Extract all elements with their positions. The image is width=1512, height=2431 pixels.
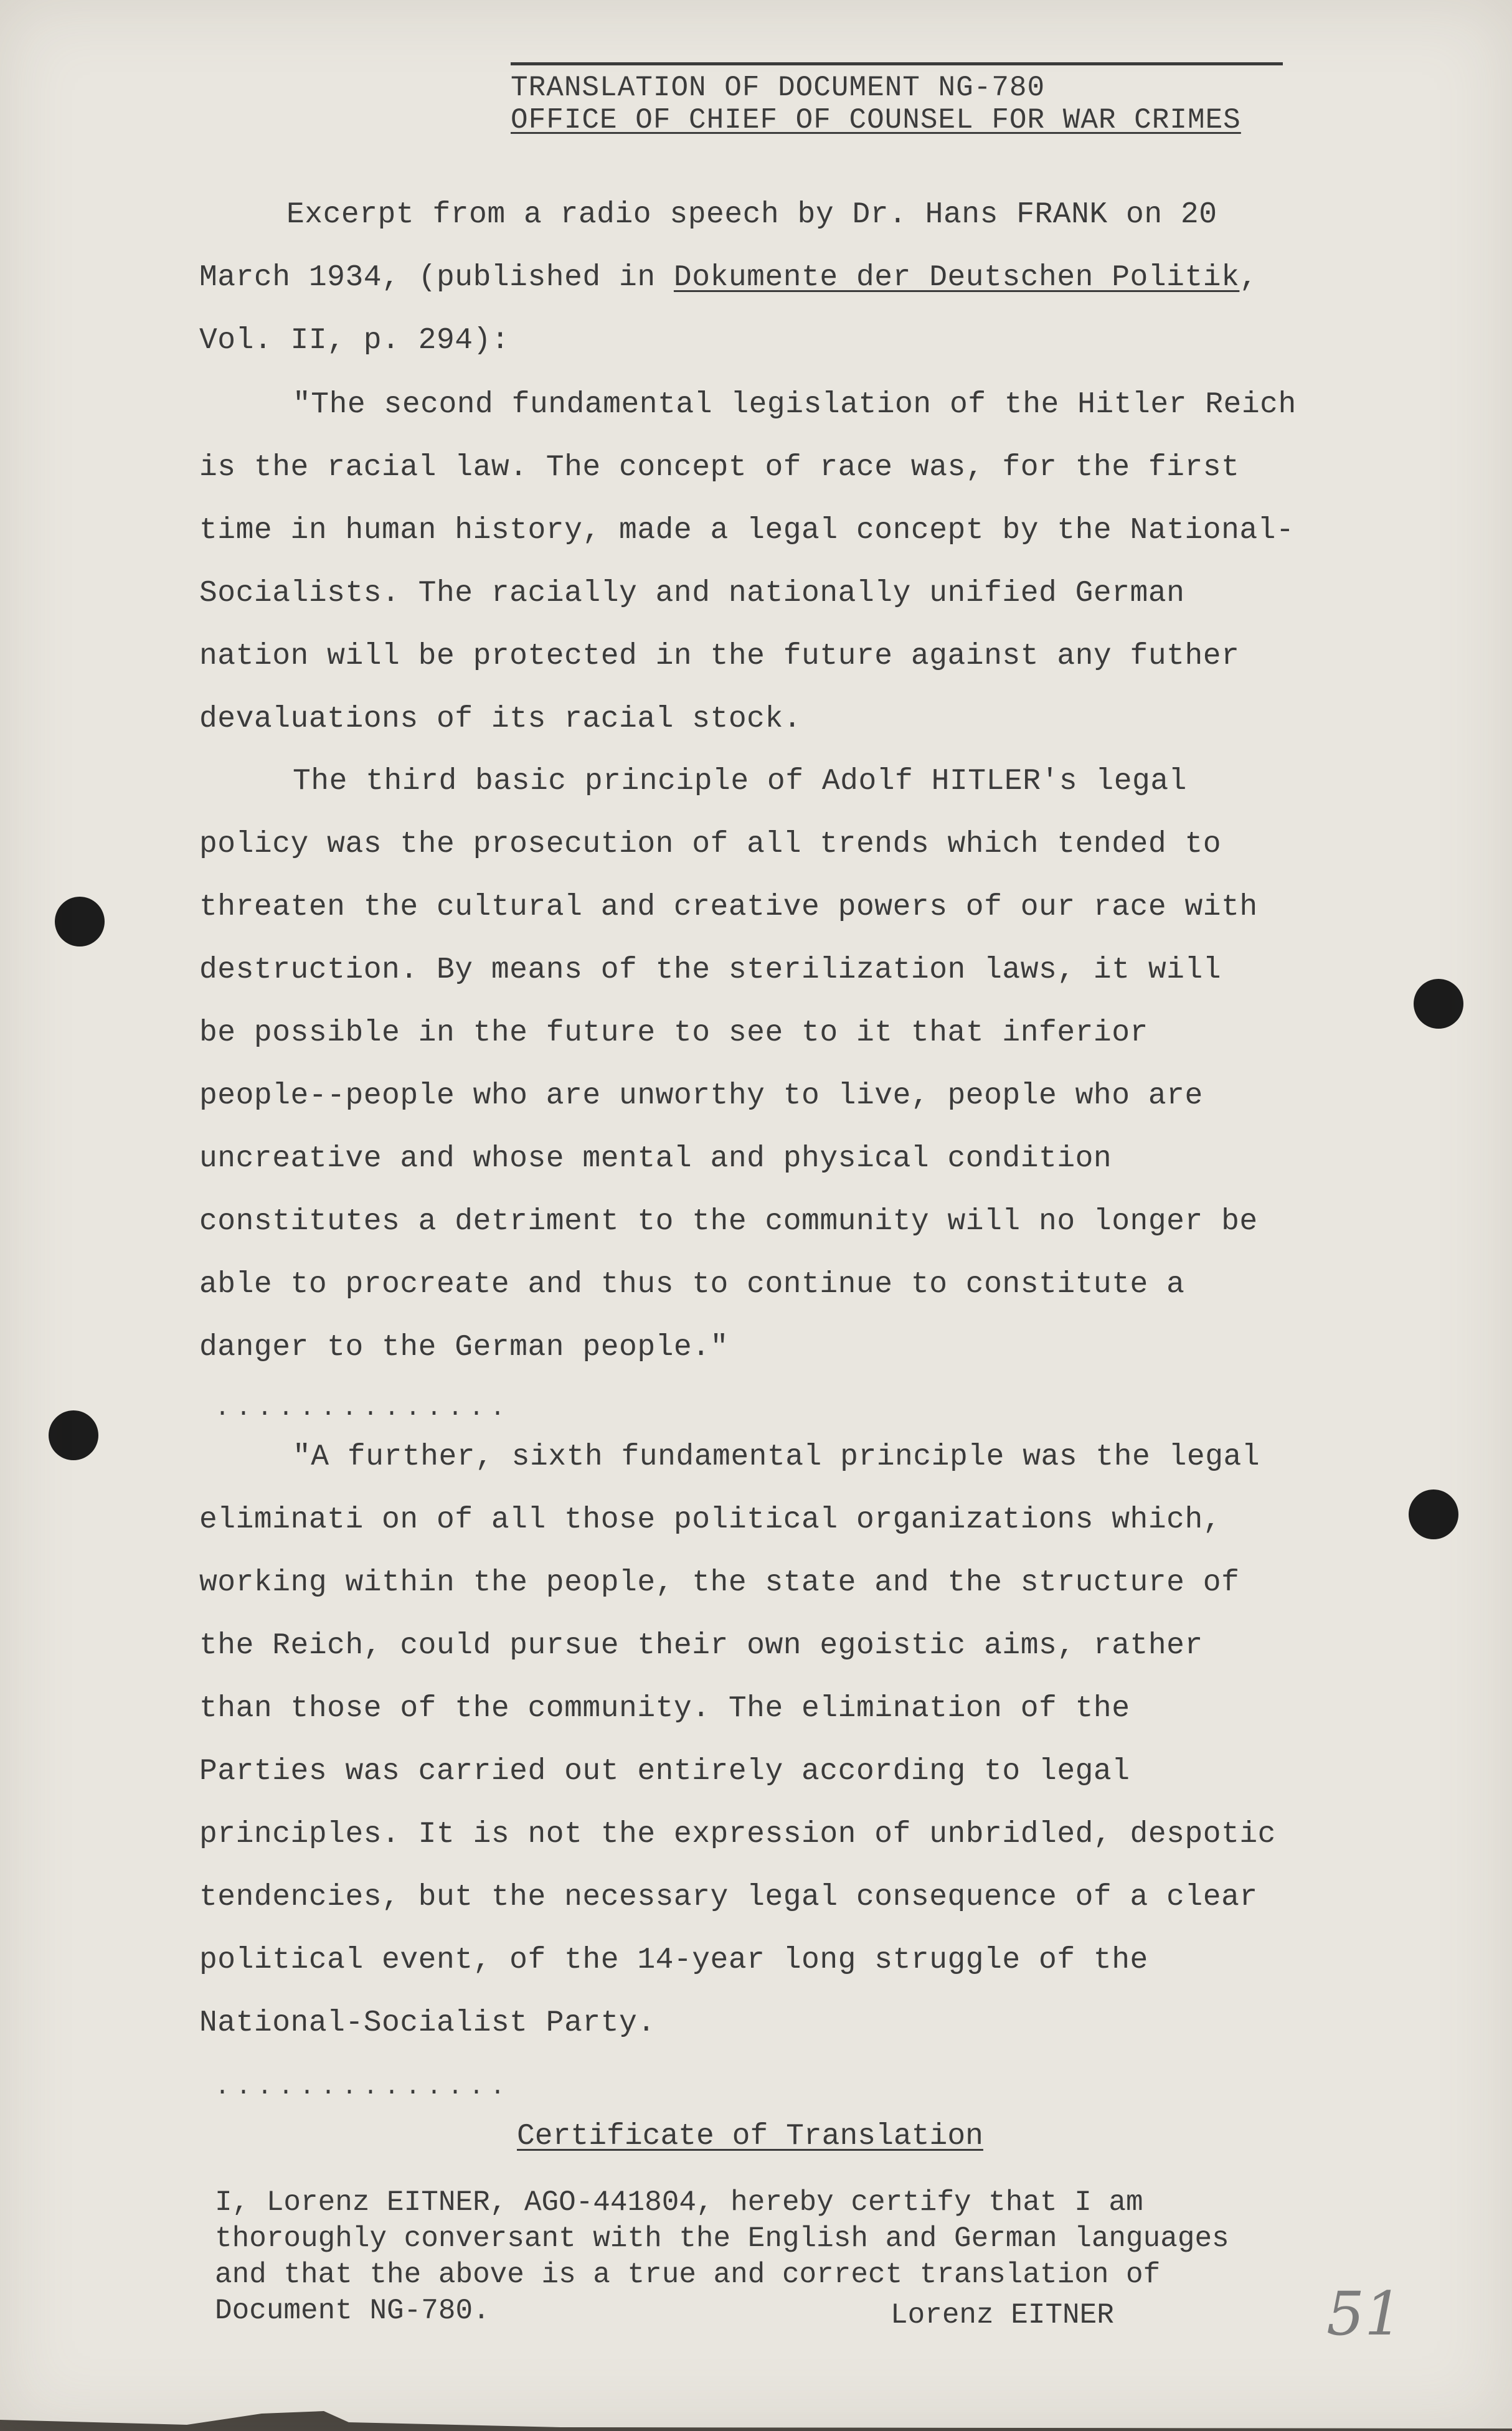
quote-line: people--people who are unworthy to live, people who are (199, 1079, 1203, 1113)
quote-line: working within the people, the state and the structure of (199, 1566, 1240, 1600)
certificate-body (215, 2184, 1336, 2329)
torn-edge-shadow (0, 2406, 1512, 2431)
quote-line: "A further, sixth fundamental principle was the legal (293, 1440, 1260, 1474)
intro-text: , (1239, 261, 1258, 295)
header-title: TRANSLATION OF DOCUMENT NG-780 (511, 72, 1046, 104)
quote-line: is the racial law. The concept of race was, for the first (199, 451, 1240, 484)
quote-line: principles. It is not the expression of unbridled, despotic (199, 1818, 1276, 1851)
intro-paragraph (199, 184, 1333, 372)
publication-title: Dokumente der Deutschen Politik (673, 261, 1240, 295)
handwritten-page-number: 51 (1326, 2279, 1403, 2349)
quote-line: devaluations of its racial stock. (199, 702, 802, 736)
punch-hole (49, 1410, 98, 1460)
quote-line: eliminati on of all those political organizations which, (199, 1503, 1222, 1537)
quote-line: be possible in the future to see to it that inferior (199, 1016, 1148, 1050)
quote-line: threaten the cultural and creative powers of our race with (199, 890, 1258, 924)
certificate-line: Document NG-780. (215, 2295, 490, 2327)
intro-line: Excerpt from a radio speech by Dr. Hans FRANK on 20 (286, 198, 1217, 232)
quote-line: tendencies, but the necessary legal consequence of a clear (199, 1881, 1258, 1914)
quote-line: Parties was carried out entirely according to legal (199, 1755, 1130, 1788)
quote-line: The third basic principle of Adolf HITLER's legal (293, 765, 1187, 798)
punch-hole (1414, 979, 1463, 1029)
quote-line: political event, of the 14-year long struggle of the (199, 1943, 1148, 1977)
certificate-line: I, Lorenz EITNER, AGO-441804, hereby certify that I am (215, 2186, 1143, 2219)
intro-line: Vol. II, p. 294): (199, 324, 510, 357)
quote-line: than those of the community. The elimination of the (199, 1692, 1130, 1725)
header-office: OFFICE OF CHIEF OF COUNSEL FOR WAR CRIMES (511, 104, 1241, 136)
quote-line: National-Socialist Party. (199, 2006, 656, 2040)
quote-line: time in human history, made a legal concept by the National- (199, 514, 1295, 547)
intro-text: March 1934, (published in (199, 261, 674, 295)
quote-line: "The second fundamental legislation of the Hitler Reich (293, 388, 1297, 422)
certificate-title: Certificate of Translation (517, 2120, 983, 2153)
separator-dots: .............. (215, 2074, 512, 2102)
quote-line: danger to the German people." (199, 1331, 729, 1364)
quote-paragraph-sterilization (199, 750, 1333, 1379)
quote-line: able to procreate and thus to continue to constitute a (199, 1268, 1185, 1301)
punch-hole (55, 897, 105, 946)
quote-line: policy was the prosecution of all trends which tended to (199, 828, 1222, 861)
intro-line-source (199, 247, 1333, 309)
punch-hole (1409, 1489, 1458, 1539)
translator-signature: Lorenz EITNER (891, 2299, 1114, 2331)
quote-paragraph-racial-law (199, 374, 1333, 751)
quote-paragraph-parties (199, 1426, 1333, 2055)
certificate-line: and that the above is a true and correct translation of (215, 2259, 1161, 2291)
quote-line: uncreative and whose mental and physical condition (199, 1142, 1112, 1176)
quote-line: the Reich, could pursue their own egoistic aims, rather (199, 1629, 1203, 1663)
quote-line: Socialists. The racially and nationally unified German (199, 577, 1185, 610)
quote-line: constitutes a detriment to the community will no longer be (199, 1205, 1258, 1239)
separator-dots: .............. (215, 1395, 512, 1423)
quote-line: nation will be protected in the future against any futher (199, 640, 1240, 673)
quote-line: destruction. By means of the sterilization laws, it will (199, 953, 1222, 987)
document-header (511, 62, 1283, 136)
certificate-line: thoroughly conversant with the English and German languages (215, 2222, 1229, 2255)
